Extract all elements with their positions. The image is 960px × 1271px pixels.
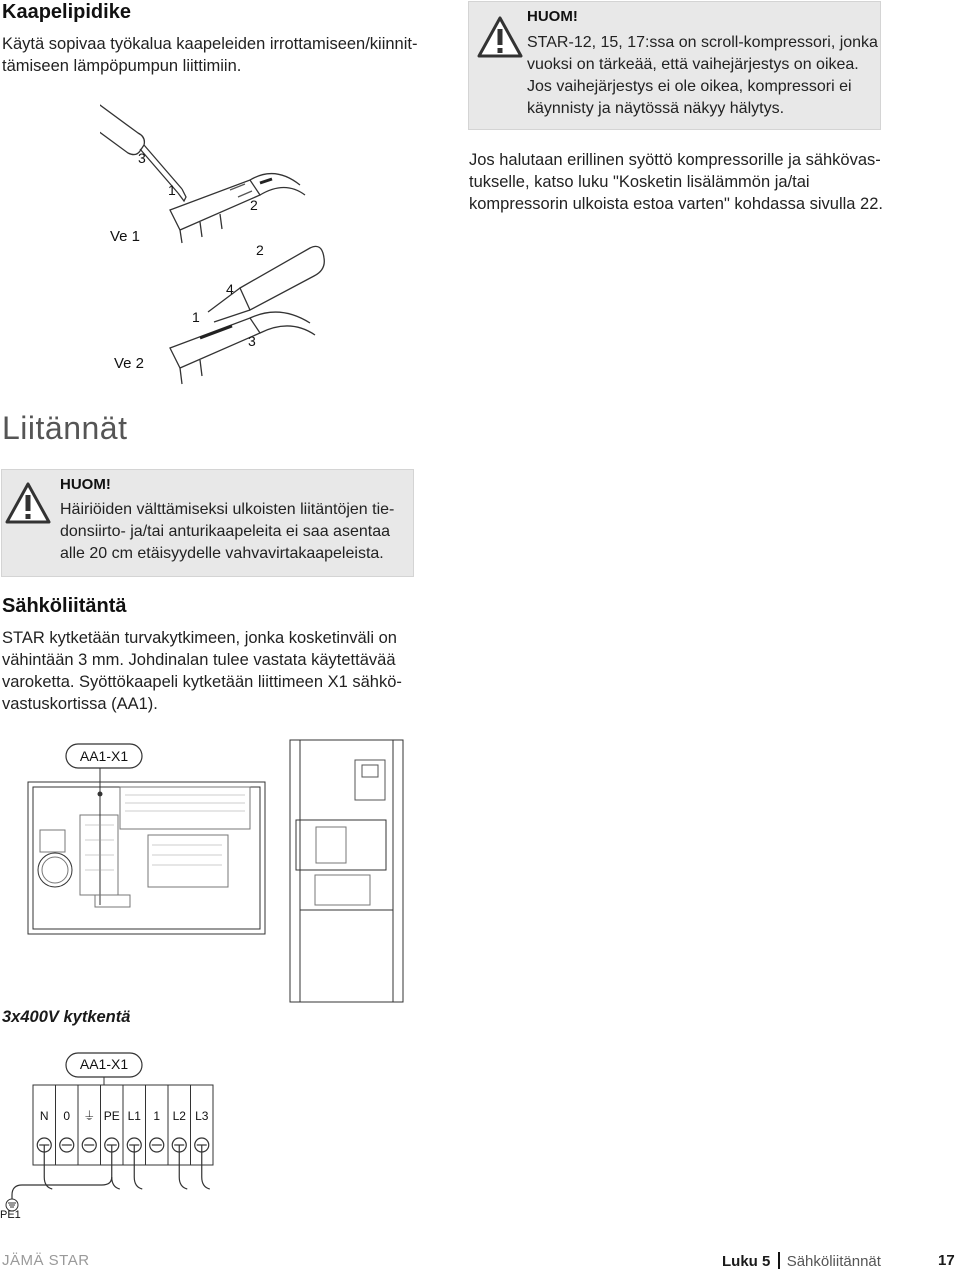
top-note-box (468, 1, 881, 130)
kaapelipidike-text-1: Käytä sopivaa työkalua kaapeleiden irrottamiseen/kiinnit- (2, 35, 418, 53)
ve2-number-1: 1 (192, 309, 200, 325)
top-note-line-4: käynnisty ja näytössä näkyy hälytys. (527, 100, 785, 117)
warning-icon (477, 16, 523, 58)
sahkoliitanta-heading: Sähköliitäntä (2, 595, 127, 617)
terminal-label: N (39, 1109, 49, 1123)
sahko-line-2: vähintään 3 mm. Johdinalan tulee vastata käytettävää (2, 651, 396, 669)
terminal-label: 1 (153, 1109, 161, 1123)
terminal-label: PE (103, 1109, 120, 1123)
ve2-label: Ve 2 (114, 355, 145, 372)
liitannat-heading: Liitännät (2, 410, 128, 446)
board-figure (0, 735, 420, 1005)
top-note-line-3: Jos vaihejärjestys ei ole oikea, kompressori ei (527, 78, 852, 95)
sahko-line-4: vastuskortissa (AA1). (2, 695, 158, 713)
kytkenta-heading: 3x400V kytkentä (2, 1008, 131, 1026)
ve1-number-1: 1 (168, 182, 176, 198)
footer-chapter: Luku 5 (722, 1253, 771, 1270)
ve1-number-2b: 2 (256, 242, 264, 258)
terminal-label: ⏚ (83, 1109, 96, 1123)
mid-note-line-1: Häiriöiden välttämiseksi ulkoisten liitäntöjen tie- (60, 501, 395, 518)
figure-ve2 (110, 238, 340, 388)
ve2-number-4: 4 (226, 281, 234, 297)
wiring-callout-label: AA1-X1 (79, 1056, 129, 1072)
sahko-line-3: varoketta. Syöttökaapeli kytketään liittimeen X1 sähkö- (2, 673, 402, 691)
terminal-label: 0 (63, 1109, 71, 1123)
mid-note-line-3: alle 20 cm etäisyydelle vahvavirtakaapeleista. (60, 545, 384, 562)
sahko-line-1: STAR kytketään turvakytkimeen, jonka kosketinväli on (2, 629, 397, 647)
pe1-label: PE1 (0, 1209, 21, 1221)
footer-page-number: 17 (938, 1252, 955, 1269)
top-note-title: HUOM! (527, 8, 578, 25)
kaapelipidike-text-2: tämiseen lämpöpumpun liittimiin. (2, 57, 242, 75)
board-callout-label: AA1-X1 (79, 748, 129, 764)
footer-chapter-group (722, 1252, 881, 1270)
terminal-label: L2 (172, 1109, 186, 1123)
kaapelipidike-heading: Kaapelipidike (2, 1, 131, 23)
mid-note-line-2: donsiirto- ja/tai anturikaapeleita ei saa asentaa (60, 523, 390, 540)
ve1-label: Ve 1 (110, 228, 141, 245)
terminal-label: L3 (195, 1109, 209, 1123)
top-note-line-1: STAR-12, 15, 17:ssa on scroll-kompressori, jonka (527, 34, 878, 51)
supply-text-1: Jos halutaan erillinen syöttö kompressorille ja sähkövas- (469, 151, 881, 169)
ve1-number-3: 3 (138, 150, 146, 166)
warning-icon (5, 482, 51, 524)
footer-chapter-title: Sähköliitännät (786, 1253, 881, 1270)
footer-divider (778, 1252, 780, 1269)
mid-note-title: HUOM! (60, 476, 111, 493)
mid-note-box (1, 469, 414, 577)
ve2-number-3: 3 (248, 333, 256, 349)
supply-text-3: kompressorin ulkoista estoa varten" kohdassa sivulla 22. (469, 195, 883, 213)
top-note-line-2: vuoksi on tärkeää, että vaihejärjestys on oikea. (527, 56, 859, 73)
ground-wire (12, 1177, 112, 1199)
screwdriver-illustration (100, 85, 305, 243)
wiring-diagram (0, 1050, 260, 1222)
ve1-number-2a: 2 (250, 197, 258, 213)
footer-brand: JÄMÄ STAR (2, 1252, 90, 1269)
terminal-label: L1 (127, 1109, 141, 1123)
supply-text-2: tukselle, katso luku "Kosketin lisälämmön ja/tai (469, 173, 810, 191)
